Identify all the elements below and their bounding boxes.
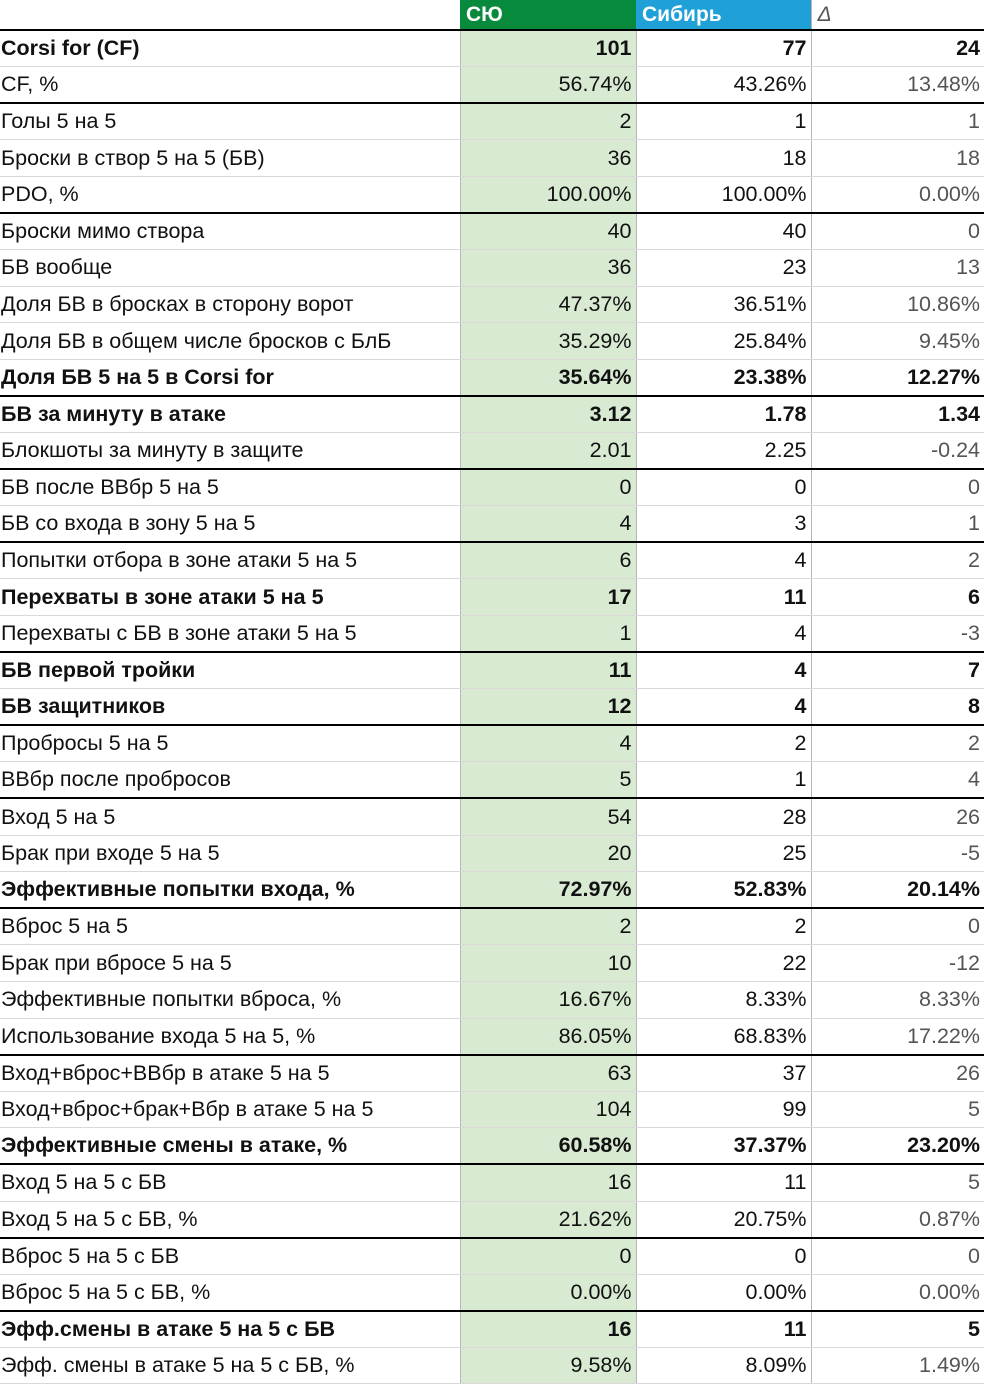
table-row [0,359,984,396]
row-label-cell[interactable]: БВ после ВВбр 5 на 5 [0,469,460,506]
team-a-value-cell[interactable]: 2 [460,908,636,945]
delta-value-cell[interactable]: 6 [811,579,984,616]
row-label-cell[interactable]: БВ со входа в зону 5 на 5 [0,506,460,543]
row-label-cell[interactable]: БВ за минуту в атаке [0,396,460,433]
delta-value-cell[interactable]: 0.00% [811,176,984,213]
table-row [0,542,984,579]
team-b-value-cell[interactable]: 4 [636,542,811,579]
table-row [0,1274,984,1311]
row-label-cell[interactable]: Перехваты в зоне атаки 5 на 5 [0,579,460,616]
row-label-cell[interactable]: Блокшоты за минуту в защите [0,433,460,470]
delta-value-cell[interactable]: 5 [811,1311,984,1348]
delta-value-cell[interactable]: 4 [811,762,984,799]
table-row [0,250,984,287]
team-b-value-cell[interactable]: 4 [636,652,811,689]
row-label-cell[interactable]: БВ вообще [0,250,460,287]
delta-value-cell[interactable]: 1.49% [811,1347,984,1384]
team-b-value-cell[interactable]: 37.37% [636,1128,811,1165]
table-row [0,981,984,1018]
table-row [0,1347,984,1384]
table-row [0,103,984,140]
row-label-cell[interactable]: Эффективные смены в атаке, % [0,1128,460,1165]
row-label-cell[interactable]: Перехваты с БВ в зоне атаки 5 на 5 [0,616,460,653]
table-row [0,725,984,762]
team-a-value-cell[interactable]: 0.00% [460,1274,636,1311]
delta-value-cell[interactable]: 5 [811,1091,984,1128]
team-a-value-cell[interactable]: 2.01 [460,433,636,470]
delta-value-cell[interactable]: 8 [811,689,984,726]
team-a-value-cell[interactable]: 36 [460,250,636,287]
team-a-value-cell[interactable]: 11 [460,652,636,689]
delta-value-cell[interactable]: 7 [811,652,984,689]
table-row [0,286,984,323]
delta-value-cell[interactable]: 24 [811,30,984,67]
row-label-cell[interactable]: Вброс 5 на 5 с БВ [0,1238,460,1275]
row-label-cell[interactable]: CF, % [0,67,460,104]
team-b-value-cell[interactable]: 4 [636,616,811,653]
table-row [0,652,984,689]
team-b-value-cell[interactable]: 1.78 [636,396,811,433]
delta-value-cell[interactable]: -3 [811,616,984,653]
delta-value-cell[interactable]: 1 [811,103,984,140]
team-a-value-cell[interactable]: 4 [460,725,636,762]
team-b-value-cell[interactable]: 40 [636,213,811,250]
delta-value-cell[interactable]: -5 [811,835,984,872]
table-row [0,616,984,653]
delta-value-cell[interactable]: 18 [811,140,984,177]
team-a-value-cell[interactable]: 16.67% [460,981,636,1018]
row-label-cell[interactable]: Эффективные попытки вброса, % [0,981,460,1018]
team-a-value-cell[interactable]: 86.05% [460,1018,636,1055]
header-delta[interactable]: Δ [811,0,984,30]
team-b-value-cell[interactable]: 68.83% [636,1018,811,1055]
team-b-value-cell[interactable]: 8.33% [636,981,811,1018]
delta-value-cell[interactable]: 23.20% [811,1128,984,1165]
table-row [0,1128,984,1165]
table-row [0,1164,984,1201]
team-a-value-cell[interactable]: 35.29% [460,323,636,360]
team-b-value-cell[interactable]: 100.00% [636,176,811,213]
team-b-value-cell[interactable]: 1 [636,103,811,140]
header-team-b[interactable]: Сибирь [636,0,811,30]
row-label-cell[interactable]: Доля БВ в бросках в сторону ворот [0,286,460,323]
table-row [0,433,984,470]
team-b-value-cell[interactable]: 3 [636,506,811,543]
team-b-value-cell[interactable]: 2.25 [636,433,811,470]
delta-value-cell[interactable]: 8.33% [811,981,984,1018]
team-a-value-cell[interactable]: 100.00% [460,176,636,213]
table-row [0,469,984,506]
team-a-value-cell[interactable]: 47.37% [460,286,636,323]
header-team-a[interactable]: СЮ [460,0,636,30]
delta-value-cell[interactable]: 0 [811,1238,984,1275]
table-row [0,1238,984,1275]
delta-value-cell[interactable]: 0.87% [811,1201,984,1238]
row-label-cell[interactable]: Брак при входе 5 на 5 [0,835,460,872]
team-b-value-cell[interactable]: 11 [636,1164,811,1201]
row-label-cell[interactable]: Попытки отбора в зоне атаки 5 на 5 [0,542,460,579]
row-label-cell[interactable]: Доля БВ в общем числе бросков с БлБ [0,323,460,360]
row-label-cell[interactable]: Пробросы 5 на 5 [0,725,460,762]
row-label-cell[interactable]: Вброс 5 на 5 [0,908,460,945]
table-row [0,323,984,360]
team-a-value-cell[interactable]: 2 [460,103,636,140]
table-row [0,1055,984,1092]
delta-value-cell[interactable]: 2 [811,725,984,762]
team-b-value-cell[interactable]: 8.09% [636,1347,811,1384]
row-label-cell[interactable]: Броски в створ 5 на 5 (БВ) [0,140,460,177]
team-a-value-cell[interactable]: 5 [460,762,636,799]
team-b-value-cell[interactable]: 2 [636,725,811,762]
table-row [0,67,984,104]
row-label-cell[interactable]: Вброс 5 на 5 с БВ, % [0,1274,460,1311]
header-row [0,0,984,30]
row-label-cell[interactable]: Corsi for (CF) [0,30,460,67]
row-label-cell[interactable]: Вход 5 на 5 с БВ, % [0,1201,460,1238]
team-b-value-cell[interactable]: 23 [636,250,811,287]
team-a-value-cell[interactable]: 36 [460,140,636,177]
team-b-value-cell[interactable]: 2 [636,908,811,945]
team-a-value-cell[interactable]: 40 [460,213,636,250]
team-b-value-cell[interactable]: 18 [636,140,811,177]
row-label-cell[interactable]: Доля БВ 5 на 5 в Corsi for [0,359,460,396]
delta-value-cell[interactable]: 0.00% [811,1274,984,1311]
table-row [0,579,984,616]
team-b-value-cell[interactable]: 22 [636,945,811,982]
team-a-value-cell[interactable]: 3.12 [460,396,636,433]
team-b-value-cell[interactable]: 23.38% [636,359,811,396]
row-label-cell[interactable]: ВВбр после пробросов [0,762,460,799]
team-b-value-cell[interactable]: 77 [636,30,811,67]
team-a-value-cell[interactable]: 104 [460,1091,636,1128]
team-b-value-cell[interactable]: 11 [636,1311,811,1348]
team-a-value-cell[interactable]: 16 [460,1164,636,1201]
team-b-value-cell[interactable]: 52.83% [636,872,811,909]
delta-value-cell[interactable]: -12 [811,945,984,982]
team-a-value-cell[interactable]: 101 [460,30,636,67]
header-blank-cell[interactable] [0,0,460,30]
team-a-value-cell[interactable]: 63 [460,1055,636,1092]
row-label-cell[interactable]: Брак при вбросе 5 на 5 [0,945,460,982]
team-b-value-cell[interactable]: 37 [636,1055,811,1092]
team-b-value-cell[interactable]: 1 [636,762,811,799]
table-row [0,908,984,945]
delta-value-cell[interactable]: 17.22% [811,1018,984,1055]
row-label-cell[interactable]: Голы 5 на 5 [0,103,460,140]
table-row [0,140,984,177]
team-b-value-cell[interactable]: 36.51% [636,286,811,323]
team-a-value-cell[interactable]: 9.58% [460,1347,636,1384]
table-row [0,1201,984,1238]
team-b-value-cell[interactable]: 28 [636,798,811,835]
table-row [0,506,984,543]
table-row [0,762,984,799]
team-a-value-cell[interactable]: 4 [460,506,636,543]
delta-value-cell[interactable]: 0 [811,213,984,250]
delta-value-cell[interactable]: 13.48% [811,67,984,104]
table-row [0,835,984,872]
table-row [0,1018,984,1055]
table-row [0,1311,984,1348]
team-a-value-cell[interactable]: 12 [460,689,636,726]
table-row [0,396,984,433]
table-row [0,798,984,835]
team-a-value-cell[interactable]: 54 [460,798,636,835]
team-a-value-cell[interactable]: 0 [460,469,636,506]
row-label-cell[interactable]: Эффективные попытки входа, % [0,872,460,909]
team-a-value-cell[interactable]: 20 [460,835,636,872]
delta-value-cell[interactable]: 1 [811,506,984,543]
team-b-value-cell[interactable]: 4 [636,689,811,726]
delta-value-cell[interactable]: 12.27% [811,359,984,396]
delta-value-cell[interactable]: 0 [811,469,984,506]
delta-value-cell[interactable]: 2 [811,542,984,579]
row-label-cell[interactable]: Вход+вброс+ВВбр в атаке 5 на 5 [0,1055,460,1092]
table-row [0,689,984,726]
team-a-value-cell[interactable]: 21.62% [460,1201,636,1238]
delta-value-cell[interactable]: 9.45% [811,323,984,360]
delta-value-cell[interactable]: 26 [811,798,984,835]
delta-value-cell[interactable]: 10.86% [811,286,984,323]
row-label-cell[interactable]: Эфф. смены в атаке 5 на 5 с БВ, % [0,1347,460,1384]
team-a-value-cell[interactable]: 60.58% [460,1128,636,1165]
delta-value-cell[interactable]: 5 [811,1164,984,1201]
table-row [0,213,984,250]
team-b-value-cell[interactable]: 11 [636,579,811,616]
row-label-cell[interactable]: Броски мимо створа [0,213,460,250]
team-b-value-cell[interactable]: 25.84% [636,323,811,360]
delta-value-cell[interactable]: 1.34 [811,396,984,433]
team-a-value-cell[interactable]: 72.97% [460,872,636,909]
row-label-cell[interactable]: Эфф.смены в атаке 5 на 5 с БВ [0,1311,460,1348]
delta-value-cell[interactable]: 20.14% [811,872,984,909]
team-b-value-cell[interactable]: 25 [636,835,811,872]
team-a-value-cell[interactable]: 1 [460,616,636,653]
table-row [0,30,984,67]
team-a-value-cell[interactable]: 17 [460,579,636,616]
row-label-cell[interactable]: Вход 5 на 5 [0,798,460,835]
team-b-value-cell[interactable]: 0 [636,469,811,506]
team-a-value-cell[interactable]: 0 [460,1238,636,1275]
row-label-cell[interactable]: Вход+вброс+брак+Вбр в атаке 5 на 5 [0,1091,460,1128]
row-label-cell[interactable]: Вход 5 на 5 с БВ [0,1164,460,1201]
row-label-cell[interactable]: БВ первой тройки [0,652,460,689]
team-a-value-cell[interactable]: 35.64% [460,359,636,396]
table-row [0,176,984,213]
team-b-value-cell[interactable]: 20.75% [636,1201,811,1238]
table-row [0,872,984,909]
team-b-value-cell[interactable]: 43.26% [636,67,811,104]
row-label-cell[interactable]: PDO, % [0,176,460,213]
delta-value-cell[interactable]: 0 [811,908,984,945]
team-a-value-cell[interactable]: 16 [460,1311,636,1348]
team-b-value-cell[interactable]: 99 [636,1091,811,1128]
team-b-value-cell[interactable]: 0 [636,1238,811,1275]
team-a-value-cell[interactable]: 10 [460,945,636,982]
delta-value-cell[interactable]: 26 [811,1055,984,1092]
row-label-cell[interactable]: Использование входа 5 на 5, % [0,1018,460,1055]
row-label-cell[interactable]: БВ защитников [0,689,460,726]
team-b-value-cell[interactable]: 0.00% [636,1274,811,1311]
team-a-value-cell[interactable]: 56.74% [460,67,636,104]
delta-value-cell[interactable]: 13 [811,250,984,287]
table-row [0,945,984,982]
delta-value-cell[interactable]: -0.24 [811,433,984,470]
team-a-value-cell[interactable]: 6 [460,542,636,579]
table-row [0,1091,984,1128]
